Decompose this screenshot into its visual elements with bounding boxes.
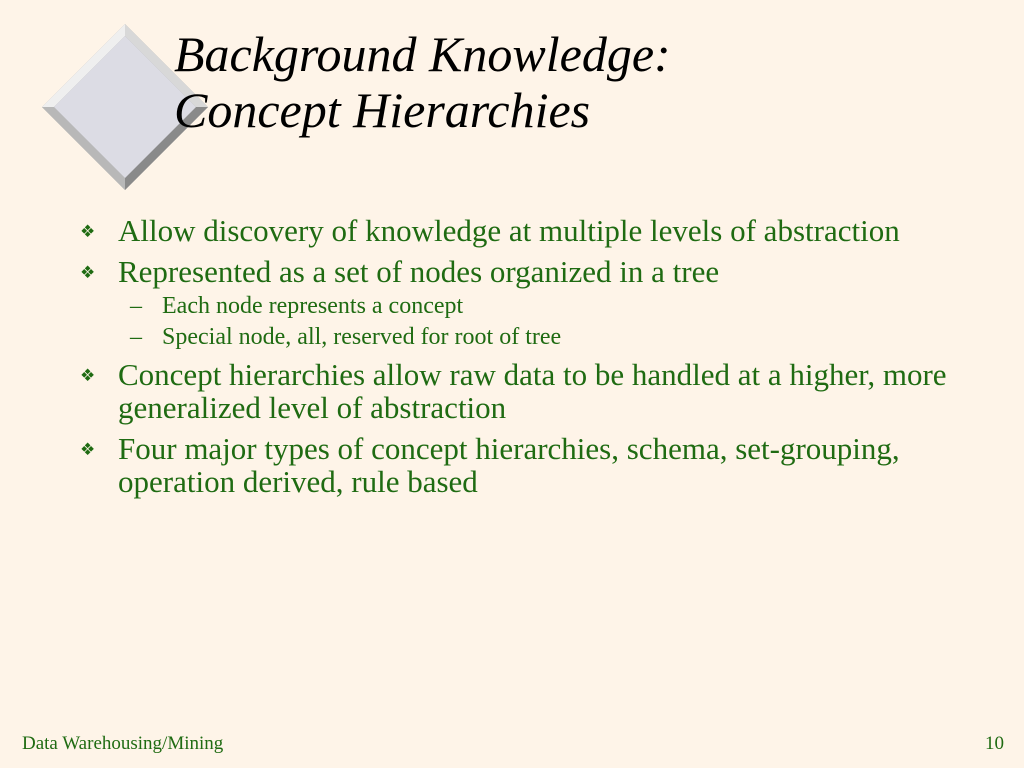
dash-bullet: – — [130, 293, 142, 319]
dash-bullet: – — [130, 324, 142, 350]
diamond-bullet-icon: ❖ — [80, 440, 96, 459]
title-line-2: Concept Hierarchies — [174, 82, 591, 138]
bullet-item — [76, 432, 956, 498]
diamond-bullet-icon: ❖ — [80, 222, 96, 241]
sub-bullet-item — [76, 293, 956, 320]
bullet-text: Allow discovery of knowledge at multiple levels of abstraction — [118, 213, 900, 248]
title-line-1: Background Knowledge: — [174, 26, 671, 82]
bullet-text: Represented as a set of nodes organized in a tree — [118, 254, 720, 289]
bullet-item — [76, 255, 956, 288]
bullet-item — [76, 358, 956, 424]
bullet-list — [76, 214, 956, 506]
footer-course-name: Data Warehousing/Mining — [22, 733, 224, 754]
bullet-item — [76, 214, 956, 247]
bullet-text: Concept hierarchies allow raw data to be handled at a higher, more generalized level of abstraction — [118, 357, 947, 425]
slide-title — [174, 26, 671, 138]
diamond-bullet-icon: ❖ — [80, 366, 96, 385]
bullet-text: Four major types of concept hierarchies, schema, set-grouping, operation derived, rule based — [118, 431, 900, 499]
sub-bullet-text: Special node, all, reserved for root of tree — [162, 324, 562, 350]
footer-page-number: 10 — [985, 733, 1004, 754]
sub-bullet-text: Each node represents a concept — [162, 293, 464, 319]
diamond-bullet-icon: ❖ — [80, 263, 96, 282]
sub-bullet-item — [76, 324, 956, 351]
